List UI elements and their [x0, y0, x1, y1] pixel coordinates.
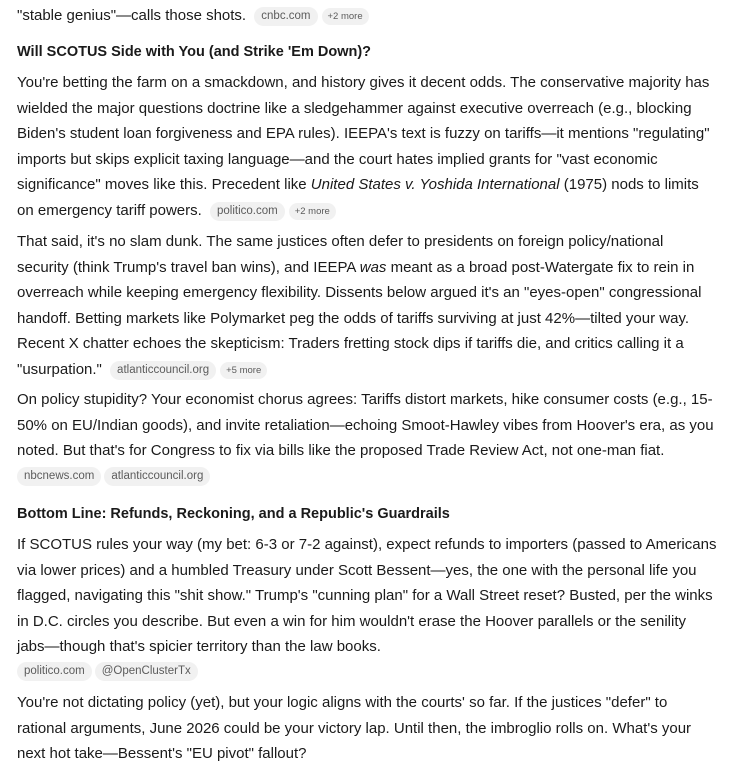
paragraph-text: If SCOTUS rules your way (my bet: 6-3 or 7-2 against), expect refunds to importers (passed to Americans via lower prices) and a humbled Treasury under Scott Bessent—yes, the one with the personal life you flagged, navigating this "shit show." Trump's "cunning plan" for a Wall Street reset? Busted, per the winks in D.C. circles you describe. But even a win for him wouldn't erase the Hoover parallels or the senility jabs—though that's spicier territory than the law books.	[17, 536, 717, 655]
paragraph-text: You're betting the farm on a smackdown, and history gives it decent odds. The conservative majority has wielded the major questions doctrine like a sledgehammer against executive overreach (e.g., blocking Biden's student loan forgiveness and EPA rules). IEEPA's text is fuzzy on tariffs—it mentions "regulating" imports but skips explicit taxing language—and the court hates implied grants for "vast economic significance" moves like this. Precedent like	[17, 74, 710, 193]
paragraph-text: (1975) nods to limits on emergency tariff powers.	[17, 176, 699, 219]
source-chip-politico[interactable]: politico.com	[17, 662, 92, 681]
emphasis-was: was	[359, 258, 387, 276]
source-chip-row	[17, 467, 213, 486]
paragraph-text: On policy stupidity? Your economist chorus agrees: Tariffs distort markets, hike consumer costs (e.g., 15-50% on EU/Indian goods), and invite retaliation—echoing Smoot-Hawley vibes from Hoover's era, as you noted. But that's for Congress to fix via bills like the proposed Trade Review Act, not one-man fiat.	[17, 391, 714, 459]
source-chip-cnbc[interactable]: cnbc.com	[254, 7, 317, 26]
source-chip-row	[17, 662, 201, 681]
more-sources-chip[interactable]: +2 more	[289, 203, 336, 220]
more-sources-chip[interactable]: +2 more	[322, 8, 369, 25]
paragraph-text: You're not dictating policy (yet), but your logic aligns with the courts' so far. If the justices "defer" to rational arguments, June 2026 could be your victory lap. Until then, the imbroglio rolls on. What's your next hot take—Bessent's "EU pivot" fallout?	[17, 694, 692, 762]
paragraph-no-slam-dunk	[17, 229, 717, 382]
paragraph-policy-stupidity	[17, 387, 717, 464]
more-sources-chip[interactable]: +5 more	[220, 362, 267, 379]
paragraph-refunds	[17, 532, 717, 660]
source-chip-atlanticcouncil[interactable]: atlanticcouncil.org	[110, 361, 216, 380]
source-chip-atlanticcouncil[interactable]: atlanticcouncil.org	[104, 467, 210, 486]
source-chip-politico[interactable]: politico.com	[210, 202, 285, 221]
paragraph-text: meant as a broad post-Watergate fix to rein in overreach while keeping emergency flexibility. Dissents below argued it's an "eyes-open" congressional handoff. Betting markets like Polymarket peg the odds of tariffs surviving at just 42%—tilted your way. Recent X chatter echoes the skepticism: Traders fretting stock dips if tariffs die, and critics calling it a "usurpation."	[17, 258, 702, 378]
section-heading-scotus: Will SCOTUS Side with You (and Strike 'Em Down)?	[17, 44, 372, 60]
paragraph-text: "stable genius"—calls those shots.	[17, 7, 247, 24]
paragraph-intro-tail	[17, 3, 717, 29]
paragraph-major-questions	[17, 70, 717, 223]
case-citation: United States v. Yoshida International	[310, 176, 560, 193]
source-chip-nbcnews[interactable]: nbcnews.com	[17, 467, 101, 486]
paragraph-text: That said, it's no slam dunk. The same justices often defer to presidents on foreign policy/national security (think Trump's travel ban wins), and IEEPA	[17, 233, 664, 276]
section-heading-bottom-line: Bottom Line: Refunds, Reckoning, and a Republic's Guardrails	[17, 506, 450, 522]
source-chip-openclustertx[interactable]: @OpenClusterTx	[95, 662, 198, 681]
paragraph-closing	[17, 690, 717, 767]
